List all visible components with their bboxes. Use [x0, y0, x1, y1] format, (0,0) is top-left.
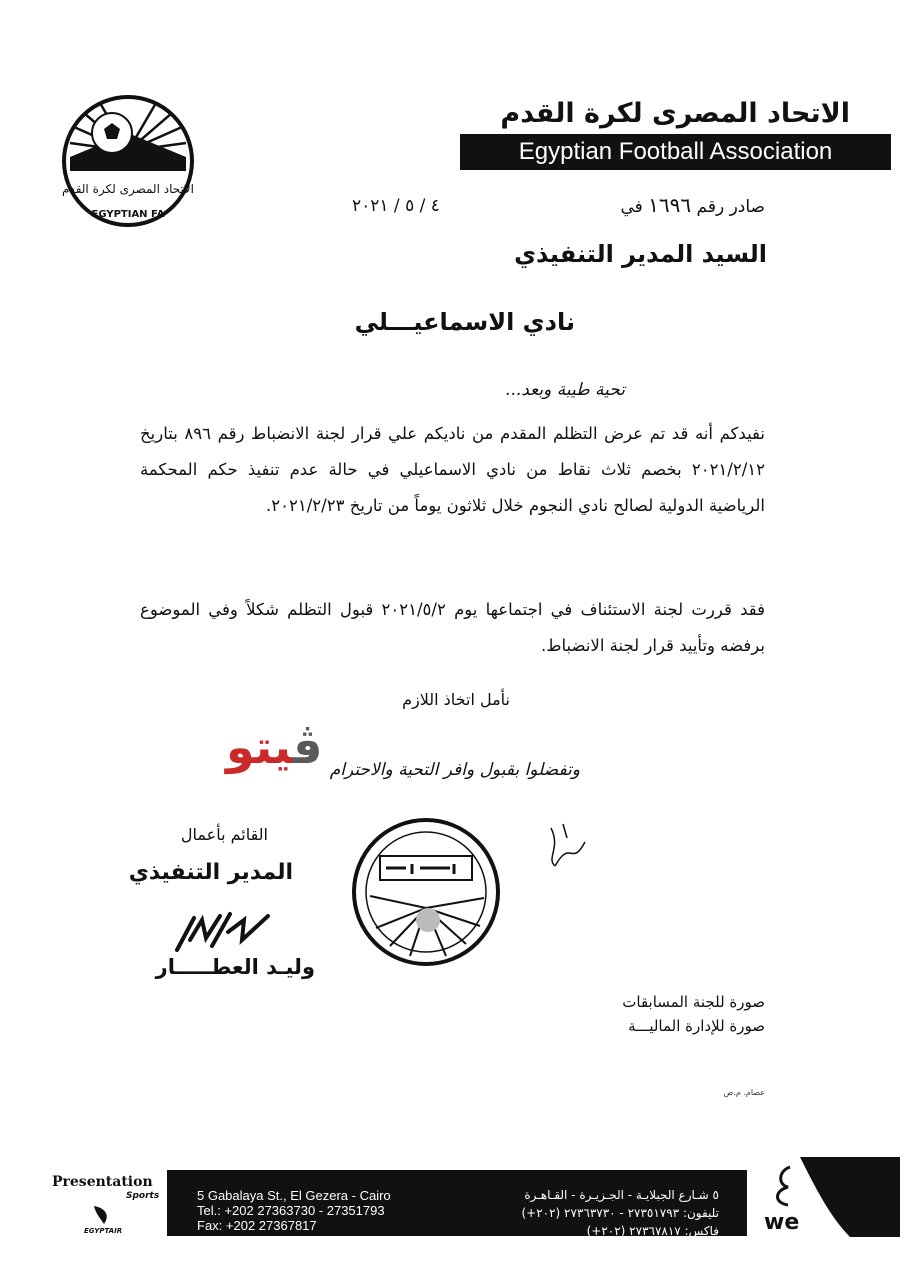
reference-line — [620, 193, 765, 217]
footer-contact-bar — [167, 1170, 747, 1236]
closing-line: وتفضلوا بقبول وافر التحية والاحترام — [329, 760, 580, 780]
logo-text-ar: الاتحاد المصرى لكرة القدم — [61, 182, 195, 196]
svg-text:we: we — [764, 1210, 800, 1235]
efa-logo-icon — [60, 93, 196, 229]
signatory-name: وليـد العطـــــار — [155, 955, 315, 979]
svg-text:Sports: Sports — [126, 1191, 160, 1201]
reference-date: ٤ / ٥ / ٢٠٢١ — [352, 196, 440, 216]
reference-code: عصام. م.ص — [723, 1088, 765, 1097]
presentation-sports-logo-icon — [52, 1172, 162, 1234]
reference-label: صادر رقم — [696, 197, 765, 217]
signatory-title: المدير التنفيذي — [128, 860, 293, 885]
initials-icon — [541, 818, 591, 878]
acting-label: القائم بأعمال — [180, 825, 268, 844]
logo-text-en: EGYPTIAN FA — [91, 209, 165, 220]
club-name: نادي الاسماعيـــلي — [354, 308, 575, 336]
watermark — [226, 720, 323, 774]
watermark-part-1: ڤ — [292, 720, 323, 774]
watermark-part-2: يتو — [226, 720, 293, 774]
stamp-icon — [350, 816, 502, 968]
request-line: نأمل اتخاذ اللازم — [402, 690, 510, 709]
copy-line-2: صورة للإدارة الماليـــة — [628, 1017, 765, 1035]
org-name-en: Egyptian Football Association — [460, 134, 891, 170]
greeting: تحية طيبة وبعد... — [505, 380, 625, 400]
reference-number: ١٦٩٦ — [648, 193, 692, 217]
we-logo-icon — [760, 1157, 900, 1237]
org-name-ar: الاتحاد المصرى لكرة القدم — [500, 98, 850, 129]
copy-line-1: صورة للجنة المسابقات — [622, 993, 765, 1011]
svg-text:Presentation: Presentation — [52, 1174, 153, 1190]
body-paragraph-1: نفيدكم أنه قد تم عرض التظلم المقدم من ناديكم علي قرار لجنة الانضباط رقم ٨٩٦ بتاريخ ٢٠٢١/٢/١٢ بخصم ثلاث نقاط من نادي الاسماعيلي في حالة عدم تنفيذ حكم المحكمة الرياضية الدولية لصالح نادي النجوم خلال ثلاثون يوماً من تاريخ ٢٠٢١/٢/٢٣. — [140, 424, 765, 515]
svg-text:EGYPTAIR: EGYPTAIR — [84, 1227, 123, 1234]
body-paragraph-2: فقد قررت لجنة الاستئناف في اجتماعها يوم ٢٠٢١/٥/٢ قبول التظلم شكلاً وفي الموضوع برفضه وتأييد قرار لجنة الانضباط. — [140, 600, 765, 655]
footer-address-ar: ٥ شـارع الجبلايـة - الجـزيـرة - القـاهـرة تليفون: ٢٧٣٥١٧٩٣ - ٢٧٣٦٣٧٣٠ (٢٠٢+) فاكس: ٢٧٣٦٧٨١٧ (٢٠٢+) — [521, 1188, 719, 1238]
footer-address-en: 5 Gabalaya St., El Gezera - Cairo Tel.: +202 27363730 - 27351793 Fax: +202 27367817 — [197, 1188, 391, 1233]
addressee: السيد المدير التنفيذي — [514, 240, 767, 268]
signature-icon — [172, 910, 282, 955]
reference-in-word: في — [620, 197, 643, 217]
